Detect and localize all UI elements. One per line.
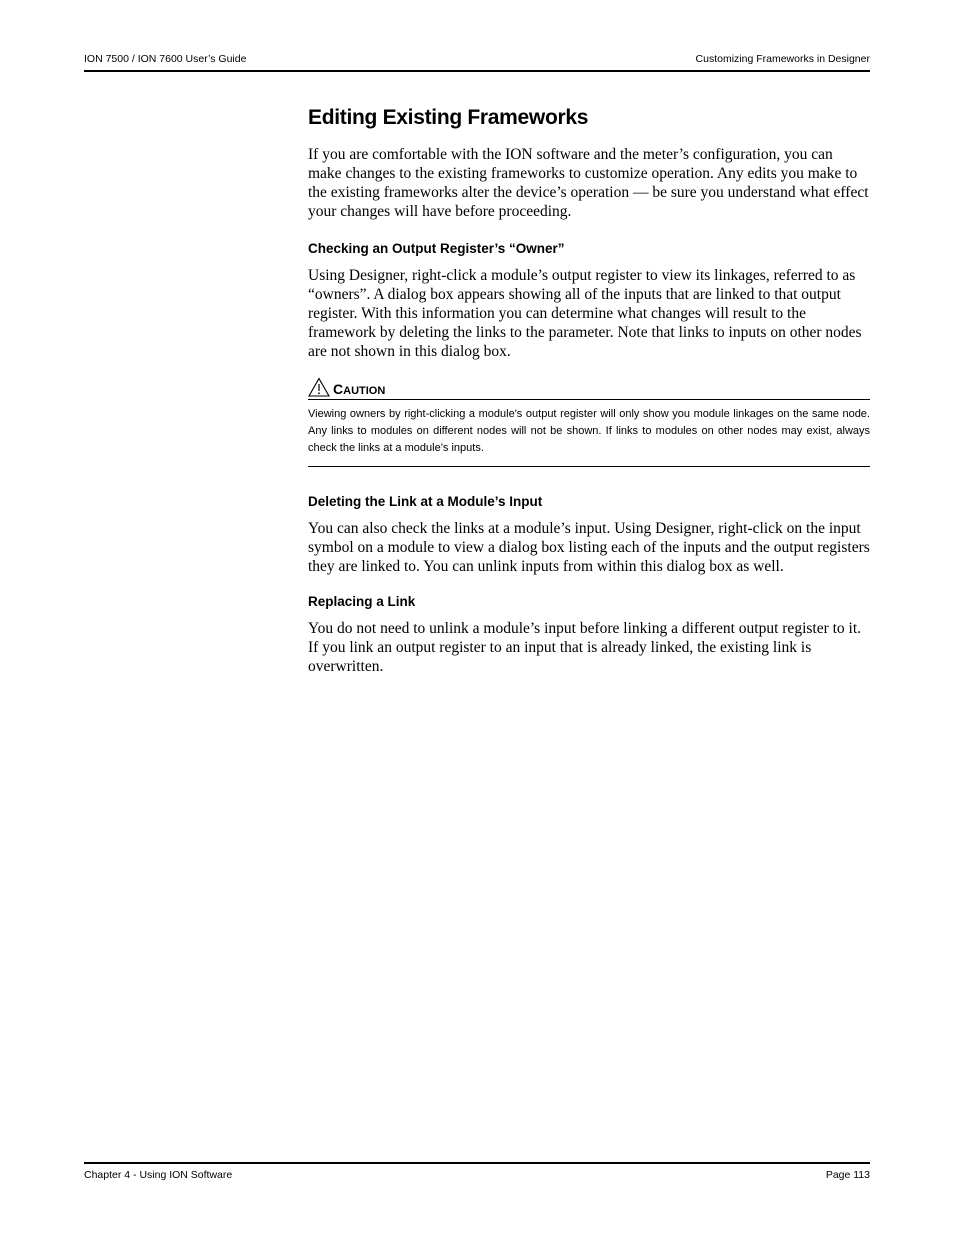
- checking-owner-paragraph: Using Designer, right-click a module’s output register to view its linkages, referred to as “owners”. A dialog box appears showing all of the inputs that are linked to that output register. With this information you can determine what changes will result to the framework by deleting the links to the parameter. Note that links to inputs on other nodes are not shown in this dialog box.: [308, 267, 862, 360]
- deleting-link-paragraph: You can also check the links at a module’s input. Using Designer, right-click on the input symbol on a module to view a dialog box listing each of the inputs and the output registers they are linked to. You can unlink inputs from within this dialog box as well.: [308, 520, 870, 575]
- footer-chapter: Chapter 4 - Using ION Software: [84, 1169, 233, 1181]
- caution-text: Viewing owners by right-clicking a module's output register will only show you module linkages on the same node. Any links to modules on different nodes will not be shown. If links to modules on other nodes may exist, always check the links at a module’s inputs.: [308, 400, 870, 467]
- checking-owner-heading: Checking an Output Register’s “Owner”: [308, 241, 565, 256]
- page-header: [84, 52, 870, 72]
- main-content: [308, 103, 870, 361]
- caution-label-initial: C: [333, 381, 344, 397]
- header-section-title: Customizing Frameworks in Designer: [695, 53, 870, 65]
- deleting-link-heading: Deleting the Link at a Module’s Input: [308, 494, 543, 509]
- intro-paragraph: If you are comfortable with the ION software and the meter’s configuration, you can make changes to the existing frameworks to customize operation. Any edits you make to the existing frameworks alter the device’s operation — be sure you understand what effect your changes will have before proceeding.: [308, 146, 869, 220]
- main-content-continued: [308, 493, 870, 676]
- page-footer: [84, 1162, 870, 1181]
- replacing-link-heading: Replacing a Link: [308, 594, 416, 609]
- warning-triangle-icon: [308, 377, 330, 397]
- replacing-link-paragraph: You do not need to unlink a module’s input before linking a different output register to it. If you link an output register to an input that is already linked, the existing link is overwritten.: [308, 620, 862, 675]
- header-document-title: ION 7500 / ION 7600 User’s Guide: [84, 53, 247, 65]
- caution-box: [308, 377, 870, 467]
- caution-label-rest: AUTION: [343, 385, 386, 397]
- footer-page-number: Page 113: [825, 1169, 870, 1181]
- caution-heading: [308, 377, 870, 400]
- section-title: Editing Existing Frameworks: [308, 106, 589, 129]
